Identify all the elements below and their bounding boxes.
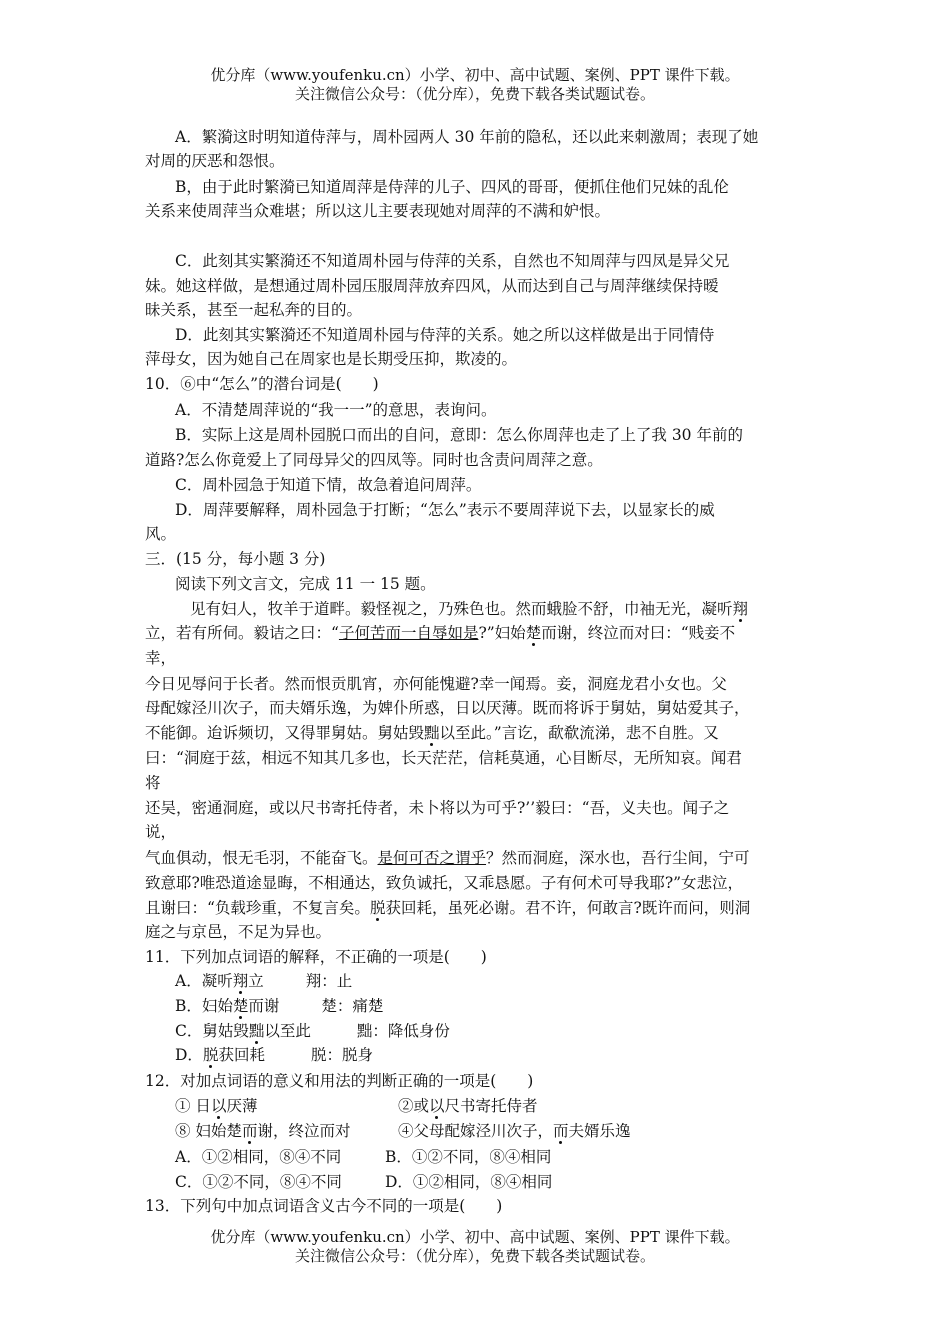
q12-item-3: ⑧ 妇始楚而谢，终泣而对 [175, 1122, 351, 1140]
q12-option-a: A．①②相同，⑧④不同 [175, 1148, 342, 1166]
header-line-2: 关注微信公众号：（优分库），免费下载各类试题试卷。 [294, 85, 655, 103]
q9-option-c-line2: 妹。她这样做，是想通过周朴园压服周萍放弃四风，从而达到自己与周萍继续保持暧 [145, 277, 719, 295]
q9-option-a-line2: 对周的厌恶和怨恨。 [145, 152, 285, 170]
underlined-phrase: 是何可否之谓乎 [377, 849, 487, 867]
section3-instruction: 阅读下列文言文，完成 11 一 15 题。 [175, 575, 436, 593]
passage-line: 将 [145, 774, 161, 792]
q12-item-2: ②或以尺书寄托侍者 [398, 1097, 538, 1115]
passage-line: 气血俱动，恨无毛羽，不能奋飞。是何可否之谓乎？然而洞庭，深水也，吾行尘间，宁可 [145, 849, 750, 867]
passage-line: 今日见辱问于长者。然而恨贡肌宵，亦何能愧避?幸一闻焉。妾，洞庭龙君小女也。父 [145, 675, 727, 693]
q12-item-4: ④父母配嫁泾川次子，而夫婿乐逸 [398, 1122, 631, 1140]
page-footer [0, 1228, 950, 1266]
passage-line: 致意耶?唯恐道途显晦，不相通达，致负诚托，又乖恳愿。子有何术可导我耶?”女悲泣， [145, 874, 744, 892]
q9-option-b-line1: B，由于此时繁漪已知道周萍是侍萍的儿子、四风的哥哥，便抓住他们兄妹的乱伦 [175, 178, 729, 196]
q9-option-a-line1: A．繁漪这时明知道侍萍与，周朴园两人 30 年前的隐私，还以此来刺激周；表现了她 [175, 128, 759, 146]
q11-option-b: B．妇始楚而谢 楚：痛楚 [175, 997, 384, 1015]
q11-option-d: D．脱获回耗 脱：脱身 [175, 1046, 373, 1064]
footer-line-1: 优分库（www.youfenku.cn）小学、初中、高中试题、案例、PPT 课件下载。 [210, 1228, 740, 1246]
q10-stem: 10．⑥中“怎么”的潜台词是( ) [145, 375, 379, 393]
q11-option-c: C．舅姑毁黜以至此 黜：降低身份 [175, 1022, 450, 1040]
passage-line: 说， [145, 823, 177, 841]
section3-title: 三．(15 分，每小题 3 分) [145, 550, 326, 568]
q12-stem: 12．对加点词语的意义和用法的判断正确的一项是( ) [145, 1072, 534, 1090]
page-header [0, 66, 950, 104]
q12-item-1: ① 日以厌薄 [175, 1097, 258, 1115]
header-line-1: 优分库（www.youfenku.cn）小学、初中、高中试题、案例、PPT 课件下载。 [210, 66, 740, 84]
passage-line: 见有妇人，牧羊于道畔。毅怪视之，乃殊色也。然而蛾脸不舒，巾袖无光，凝听翔 [190, 600, 749, 618]
q10-option-d-line1: D．周萍要解释，周朴园急于打断；“怎么”表示不要周萍说下去，以显家长的威 [175, 501, 715, 519]
passage-line: 庭之与京邑，不足为异也。 [145, 923, 332, 941]
passage-line: 幸， [145, 649, 177, 667]
passage-line: 母配嫁泾川次子，而夫婿乐逸，为婢仆所惑，日以厌薄。既而将诉于舅姑，舅姑爱其子， [145, 699, 750, 717]
q9-option-b-line2: 关系来使周萍当众难堪；所以这儿主要表现她对周萍的不满和妒恨。 [145, 202, 611, 220]
passage-line: 且谢曰：“负载珍重，不复言矣。脱获回耗，虽死必谢。君不许，何敢言?既许而问，则洞 [145, 899, 751, 917]
q11-option-a: A．凝听翔立 翔：止 [175, 972, 353, 990]
q11-stem: 11．下列加点词语的解释，不正确的一项是( ) [145, 948, 487, 966]
passage-line: 曰：“洞庭于兹，相远不知其几多也，长天茫茫，信耗莫通，心目断尽，无所知哀。闻君 [145, 749, 742, 767]
q10-option-b-line2: 道路?怎么你竟爱上了同母异父的四凤等。同时也含责问周萍之意。 [145, 451, 603, 469]
q10-option-a: A．不清楚周萍说的“我一一”的意思，表询问。 [175, 401, 497, 419]
q9-option-c-line1: C．此刻其实繁漪还不知道周朴园与侍萍的关系，自然也不知周萍与四凤是异父兄 [175, 252, 730, 270]
q12-option-b: B．①②不同，⑧④相同 [385, 1148, 552, 1166]
q10-option-b-line1: B．实际上这是周朴园脱口而出的自问，意即：怎么你周萍也走了上了我 30 年前的 [175, 426, 743, 444]
q9-option-c-line3: 昧关系，甚至一起私奔的目的。 [145, 301, 363, 319]
footer-line-2: 关注微信公众号：（优分库），免费下载各类试题试卷。 [294, 1247, 655, 1265]
underlined-phrase: 子何苦而一自辱如是 [338, 624, 479, 642]
q12-option-c: C．①②不同，⑧④不同 [175, 1173, 342, 1191]
q10-option-c: C．周朴园急于知道下情，故急着追问周萍。 [175, 476, 482, 494]
passage-line: 不能御。迨诉频切，又得罪舅姑。舅姑毁黜以至此。”言讫，歃欷流涕，悲不自胜。又 [145, 724, 719, 742]
q9-option-d-line2: 萍母女，因为她自己在周家也是长期受压抑，欺凌的。 [145, 350, 518, 368]
q13-stem: 13．下列句中加点词语含义古今不同的一项是( ) [145, 1197, 503, 1215]
q12-option-d: D．①②相同，⑧④相同 [385, 1173, 553, 1191]
passage-line: 立，若有所伺。毅诘之曰：“子何苦而一自辱如是?”妇始楚而谢，终泣而对曰：“贱妾不 [145, 624, 736, 642]
q10-option-d-line2: 风。 [145, 525, 177, 543]
passage-line: 还吴，密通洞庭，或以尺书寄托侍者，未卜将以为可乎?’’毅曰：“吾，义夫也。闻子之 [145, 799, 730, 817]
q9-option-d-line1: D．此刻其实繁漪还不知道周朴园与侍萍的关系。她之所以这样做是出于同情侍 [175, 326, 715, 344]
